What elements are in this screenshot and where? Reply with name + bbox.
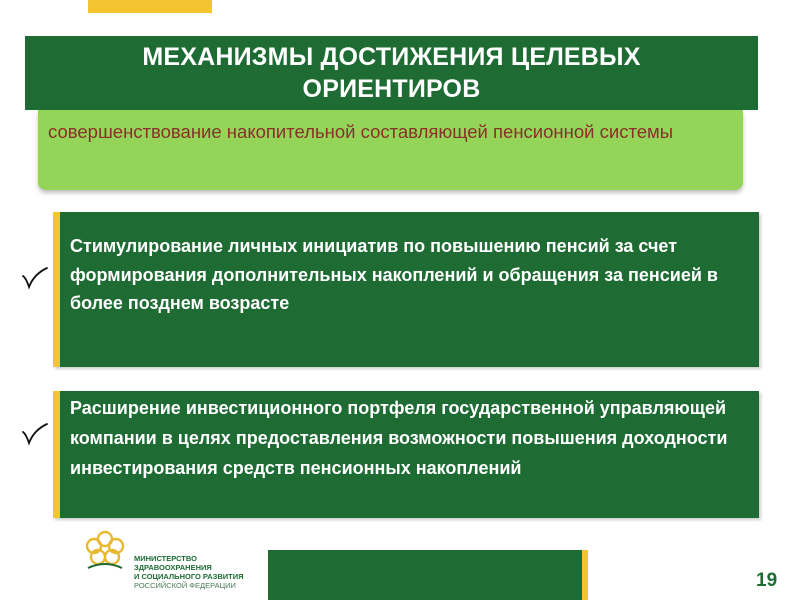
- bottom-bar: [268, 550, 588, 600]
- ministry-emblem-icon: [80, 530, 130, 572]
- slide-title: МЕХАНИЗМЫ ДОСТИЖЕНИЯ ЦЕЛЕВЫХ ОРИЕНТИРОВ: [142, 43, 641, 103]
- checkmark-icon: [20, 418, 50, 448]
- ministry-logo: [80, 530, 250, 598]
- ministry-name: [134, 554, 244, 590]
- ministry-line-4: РОССИЙСКОЙ ФЕДЕРАЦИИ: [134, 581, 236, 590]
- subtitle-box: [38, 110, 743, 190]
- mechanism-card-1: [53, 212, 759, 367]
- mechanism-card-2: [53, 391, 759, 518]
- mechanism-text-2: Расширение инвестиционного портфеля государственной управляющей компании в целях предоставления возможности повышения доходности инвестирования средств пенсионных накоплений: [70, 398, 728, 478]
- top-accent-bar: [88, 0, 212, 13]
- ministry-line-1: МИНИСТЕРСТВО: [134, 554, 197, 563]
- checkmark-icon: [20, 262, 50, 292]
- ministry-line-2: ЗДРАВООХРАНЕНИЯ: [134, 563, 212, 572]
- slide-subtitle: совершенствование накопительной составляющей пенсионной системы: [48, 121, 674, 142]
- title-bar: [25, 36, 758, 110]
- ministry-line-3: И СОЦИАЛЬНОГО РАЗВИТИЯ: [134, 572, 244, 581]
- page-number: 19: [756, 570, 778, 591]
- mechanism-text-1: Стимулирование личных инициатив по повышению пенсий за счет формирования дополнительных накоплений и обращения за пенсией в более позднем возрасте: [70, 236, 718, 313]
